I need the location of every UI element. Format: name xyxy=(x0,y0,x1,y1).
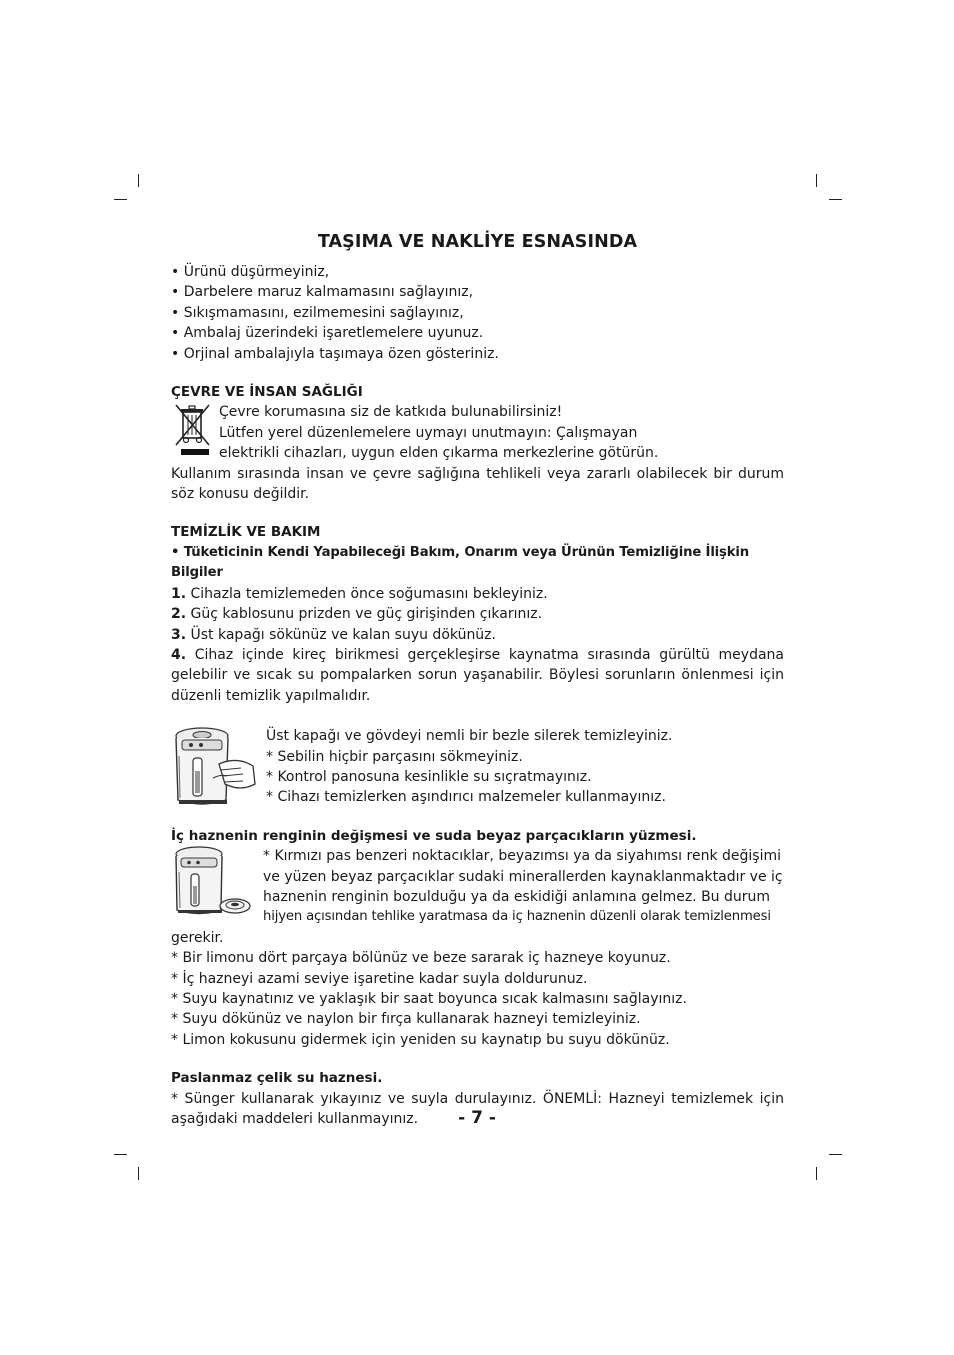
section-heading-steel-tank: Paslanmaz çelik su haznesi. xyxy=(171,1070,383,1087)
inner-tank-list xyxy=(171,948,784,1050)
list-item: * Suyu dökünüz ve naylon bir fırça kullanarak hazneyi temizleyiniz. xyxy=(171,1011,641,1028)
list-item: * Suyu kaynatınız ve yaklaşık bir saat boyunca sıcak kalmasını sağlayınız. xyxy=(171,991,687,1007)
weee-line: Lütfen yerel düzenlemelere uymayı unutmayın: Çalışmayan xyxy=(219,424,638,441)
steel-tank-text: * Sünger kullanarak yıkayınız ve suyla durulayınız. ÖNEMLİ: Hazneyi temizlemek için aşağıdaki maddeleri kullanmayınız. xyxy=(171,1090,784,1128)
transport-list xyxy=(171,262,784,364)
list-item: • Ambalaj üzerindeki işaretlemelere uyunuz. xyxy=(171,325,484,342)
dispenser-lid-illustration xyxy=(171,846,253,918)
weee-block xyxy=(171,402,784,463)
page-content xyxy=(171,228,784,1129)
wipe-line: * Cihazı temizlerken aşındırıcı malzemeler kullanmayınız. xyxy=(266,789,666,806)
list-item: • Sıkışmamasını, ezilmemesini sağlayınız, xyxy=(171,304,464,321)
weee-line: Çevre korumasına siz de katkıda bulunabilirsiniz! xyxy=(219,404,563,421)
wipe-line: * Sebilin hiçbir parçasını sökmeyiniz. xyxy=(266,748,523,765)
list-item: • Darbelere maruz kalmamasını sağlayınız, xyxy=(171,284,474,301)
inner-tank-line: hijyen açısından tehlike yaratmasa da iç haznenin düzenli olarak temizlenmesi xyxy=(263,909,771,925)
crop-mark xyxy=(816,174,817,187)
environment-note: Kullanım sırasında insan ve çevre sağlığına tehlikeli veya zararlı olabilecek bir durum söz konusu değildir. xyxy=(171,465,784,503)
inner-tank-block xyxy=(171,846,784,928)
page-title: TAŞIMA VE NAKLİYE ESNASINDA xyxy=(317,232,638,252)
section-heading-care: TEMİZLİK VE BAKIM xyxy=(171,524,321,541)
section-heading-environment: ÇEVRE VE İNSAN SAĞLIĞI xyxy=(171,384,363,401)
crop-mark xyxy=(114,1154,127,1155)
crop-mark xyxy=(138,174,139,187)
list-item: • Orjinal ambalajıyla taşımaya özen gösteriniz. xyxy=(171,345,499,362)
inner-tank-line: * Kırmızı pas benzeri noktacıklar, beyazımsı ya da siyahımsı renk değişimi xyxy=(263,848,781,865)
crop-mark xyxy=(829,1154,842,1155)
crop-mark xyxy=(138,1167,139,1180)
care-step: 3. Üst kapağı sökünüz ve kalan suyu dökünüz. xyxy=(171,626,496,643)
list-item: * Limon kokusunu gidermek için yeniden su kaynatıp bu suyu dökünüz. xyxy=(171,1031,670,1048)
wipe-line: * Kontrol panosuna kesinlikle su sıçratmayınız. xyxy=(266,768,592,785)
inner-tank-line: ve yüzen beyaz parçacıklar sudaki minerallerden kaynaklanmaktadır ve iç xyxy=(263,868,783,885)
dispenser-cleaning-illustration xyxy=(171,726,257,808)
list-item: • Ürünü düşürmeyiniz, xyxy=(171,264,330,280)
wipe-line: Üst kapağı ve gövdeyi nemli bir bezle silerek temizleyiniz. xyxy=(266,728,673,745)
care-step: 2. Güç kablosunu prizden ve güç girişinden çıkarınız. xyxy=(171,606,543,623)
list-item: * İç hazneyi azami seviye işaretine kadar suyla doldurunuz. xyxy=(171,970,588,987)
crop-mark xyxy=(114,199,127,200)
care-subheading: • Tüketicinin Kendi Yapabileceği Bakım, Onarım veya Ürünün Temizliğine İlişkin Bilgiler xyxy=(171,544,749,581)
wipe-block xyxy=(171,726,784,808)
crop-mark xyxy=(829,199,842,200)
care-step: 4. Cihaz içinde kireç birikmesi gerçekleşirse kaynatma sırasında gürültü meydana gelebilir ve sıcak su pompalarken sorun yaşanabilir. Böylesi sorunların önlenmesi için düzenli temizlik yapılmalıdır. xyxy=(171,646,784,704)
inner-tank-continuation: gerekir. xyxy=(171,929,224,946)
crop-mark xyxy=(816,1167,817,1180)
crossed-bin-icon xyxy=(171,403,215,459)
page-number: - 7 - xyxy=(458,1108,496,1128)
list-item: * Bir limonu dört parçaya bölünüz ve beze sararak iç hazneye koyunuz. xyxy=(171,950,671,967)
section-heading-inner-tank: İç haznenin renginin değişmesi ve suda beyaz parçacıkların yüzmesi. xyxy=(171,827,697,844)
weee-line: elektrikli cihazları, uygun elden çıkarma merkezlerine götürün. xyxy=(219,445,659,462)
care-step: 1. Cihazla temizlemeden önce soğumasını bekleyiniz. xyxy=(171,585,548,602)
inner-tank-line: haznenin renginin bozulduğu ya da eskidiği anlamına gelmez. Bu durum xyxy=(263,888,771,905)
